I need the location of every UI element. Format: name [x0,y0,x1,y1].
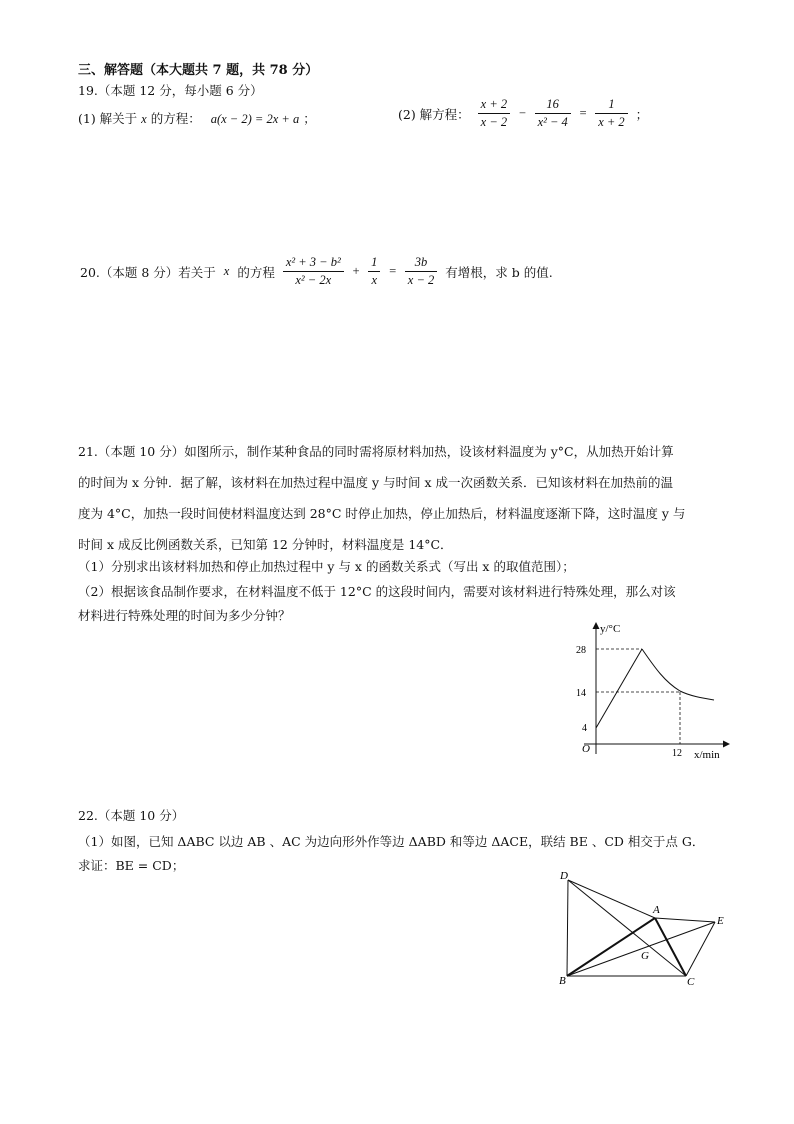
q21-part2-line-1: （2）根据该食品制作要求，在材料温度不低于 12°C 的这段时间内，需要对该材料进行特殊处理，那么对该 [78,584,676,599]
q19-part2 [396,96,650,131]
q20-mid: 的方程 [237,264,275,280]
q21-line-1: 21.（本题 10 分）如图所示，制作某种食品的同时需将原材料加热，设该材料温度为 y°C，从加热开始计算 [78,444,674,459]
segment-AB [567,918,655,976]
minus-sign: − [518,106,527,120]
q19-fraction-3 [595,96,627,131]
q20-fraction-1-num: x² + 3 − b² [283,254,344,272]
q19-part1-text: 的方程： [150,111,201,126]
segment-DC [568,880,686,976]
segment-BE [567,922,715,976]
q19-part1-end: ； [303,111,316,126]
q20-fraction-2-den: x [371,273,378,287]
q19-fraction-1-den: x − 2 [480,115,508,129]
q19-fraction-1 [478,96,510,131]
q19-part1-label: (1) 解关于 [78,111,138,126]
q21-body [78,436,728,560]
q19-part2-label: (2) 解方程： [398,106,470,122]
origin-label: O [582,743,590,755]
q21-part2-line-2: 材料进行特殊处理的时间为多少分钟？ [78,608,291,623]
section-header: 三、解答题（本大题共 7 题，共 78 分） [78,63,319,78]
q21-line-3: 度为 4°C，加热一段时间使材料温度达到 28°C 时停止加热，停止加热后，材料温度逐渐下降，这时温度 y 与 [78,506,686,521]
segment-EC [686,922,715,976]
y-axis-label: y/°C [600,623,621,635]
q19-fraction-2-den: x² − 4 [537,115,568,129]
y-tick-14: 14 [576,688,586,699]
segment-AC [655,918,686,976]
q20-fraction-1-den: x² − 2x [295,273,332,287]
q19-fraction-3-num: 1 [595,96,627,114]
q20 [78,254,555,289]
q20-fraction-2-num: 1 [368,254,380,272]
q19-part1-equation: a(x − 2) = 2x + a [210,112,300,126]
q21-line-2: 的时间为 x 分钟．据了解，该材料在加热过程中温度 y 与时间 x 成一次函数关系．已知该材料在加热前的温 [78,475,674,490]
x-axis-label: x/min [694,749,720,761]
heating-line [596,649,642,728]
q19-fraction-2-num: 16 [535,96,571,114]
q22-part1-line-1: （1）如图，已知 ΔABC 以边 AB 、AC 为边向形外作等边 ΔABD 和等边 ΔACE，联结 BE 、CD 相交于点 G． [78,834,705,849]
segment-AE [655,918,715,922]
q19-fraction-2 [535,96,571,131]
q22-triangle-figure [552,866,734,990]
q19-part1 [78,109,316,127]
x-tick-12: 12 [672,748,682,759]
point-label-A: A [653,904,660,916]
q19-part2-end: ； [635,106,649,122]
equals-sign: = [388,264,397,278]
q20-suffix: 有增根，求 b 的值. [445,264,553,280]
q20-fraction-3-num: 3b [405,254,437,272]
q20-fraction-1 [283,254,344,289]
q22-part1-line-2: 求证：BE = CD； [78,858,185,873]
y-tick-4: 4 [582,723,587,734]
point-label-C: C [687,976,695,988]
q20-fraction-3 [405,254,437,289]
point-label-G: G [641,950,649,962]
point-label-E: E [717,915,724,927]
q19-fraction-3-den: x + 2 [598,115,625,129]
y-tick-28: 28 [576,645,586,656]
equals-sign: = [578,106,588,120]
point-label-D: D [560,870,568,882]
plus-sign: + [351,264,361,278]
q21-line-4: 时间 x 成反比例函数关系，已知第 12 分钟时，材料温度是 14°C． [78,537,453,552]
q19-header: 19.（本题 12 分，每小题 6 分） [78,83,263,98]
q20-fraction-3-den: x − 2 [407,273,435,287]
q22-header: 22.（本题 10 分） [78,808,185,823]
q19-fraction-1-num: x + 2 [478,96,510,114]
q20-prefix: 20.（本题 8 分）若关于 [80,264,216,280]
q21-part1: （1）分别求出该材料加热和停止加热过程中 y 与 x 的函数关系式（写出 x 的取值范围）； [78,559,575,574]
q21-temperature-graph [560,618,740,766]
segment-DB [567,880,568,976]
q20-fraction-2 [368,254,380,289]
segment-DA [568,880,655,918]
q19-part1-var: x [141,112,147,126]
point-label-B: B [559,975,566,987]
q20-var: x [223,264,230,278]
